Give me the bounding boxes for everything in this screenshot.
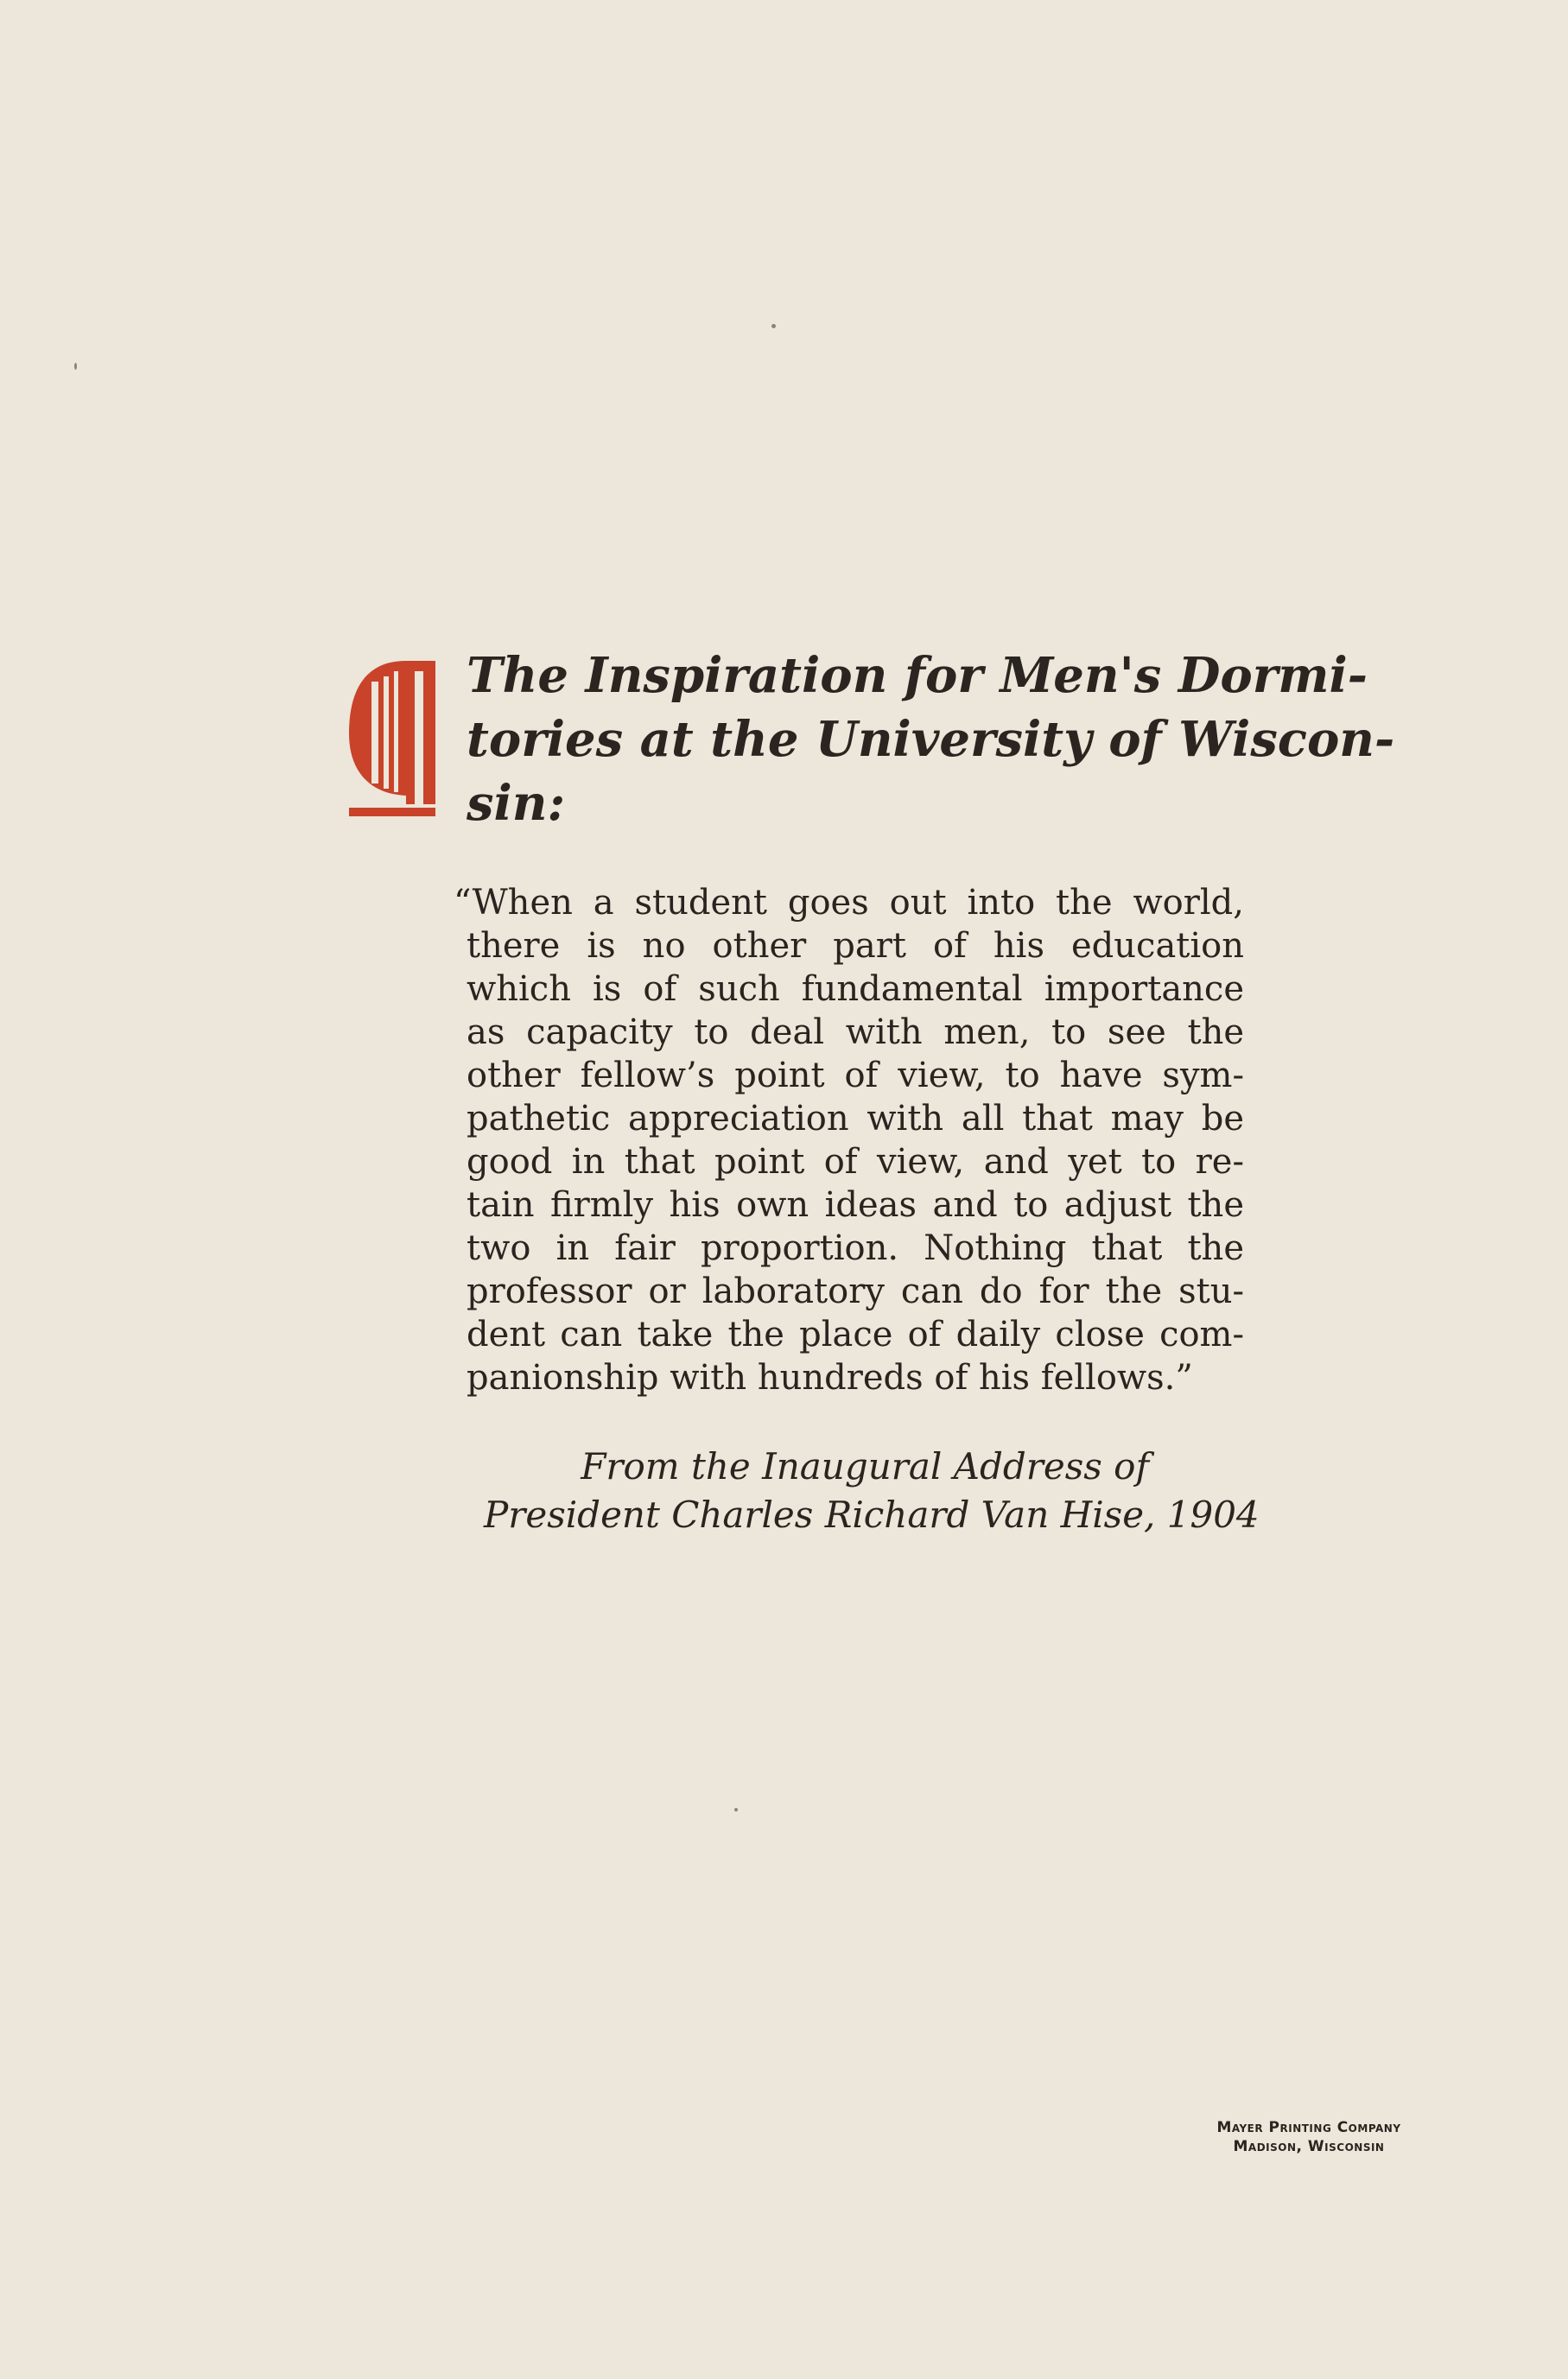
quote-line: as capacity to deal with men, to see the [467, 1012, 1244, 1052]
printer-location: Madison, Wisconsin [1233, 2138, 1385, 2155]
quote-line: professor or laboratory can do for the stu- [467, 1272, 1244, 1311]
quote-line: dent can take the place of daily close com- [467, 1315, 1244, 1354]
attribution-source: From the Inaugural Address of [581, 1445, 1149, 1488]
title-line: sin: [467, 775, 566, 832]
quote-line: panionship with hundreds of his fellows.” [467, 1358, 1193, 1398]
quote-line: “When a student goes out into the world, [454, 883, 1244, 923]
paper-speck [771, 324, 776, 328]
quote-line: there is no other part of his education [467, 926, 1244, 966]
quote-line: tain firmly his own ideas and to adjust the [467, 1185, 1244, 1225]
quotation-paragraph [454, 881, 1244, 1399]
quote-line: two in fair proportion. Nothing that the [467, 1228, 1244, 1268]
quote-line: good in that point of view, and yet to re- [467, 1142, 1244, 1182]
printer-name: Mayer Printing Company [1216, 2119, 1401, 2136]
printer-imprint [1175, 2118, 1443, 2156]
paper-speck [74, 363, 77, 370]
page-title [467, 644, 1395, 835]
attribution-author: President Charles Richard Van Hise, 1904 [484, 1494, 1260, 1536]
attribution [484, 1443, 1260, 1539]
title-line: tories at the University of Wiscon- [467, 711, 1395, 768]
title-line: The Inspiration for Men's Dormi- [467, 647, 1368, 704]
quote-line: pathetic appreciation with all that may be [467, 1099, 1244, 1139]
pilcrow-icon [346, 659, 439, 818]
quote-line: other fellow’s point of view, to have sym- [467, 1056, 1244, 1095]
paper-speck [734, 1808, 738, 1811]
quote-line: which is of such fundamental importance [467, 969, 1244, 1009]
